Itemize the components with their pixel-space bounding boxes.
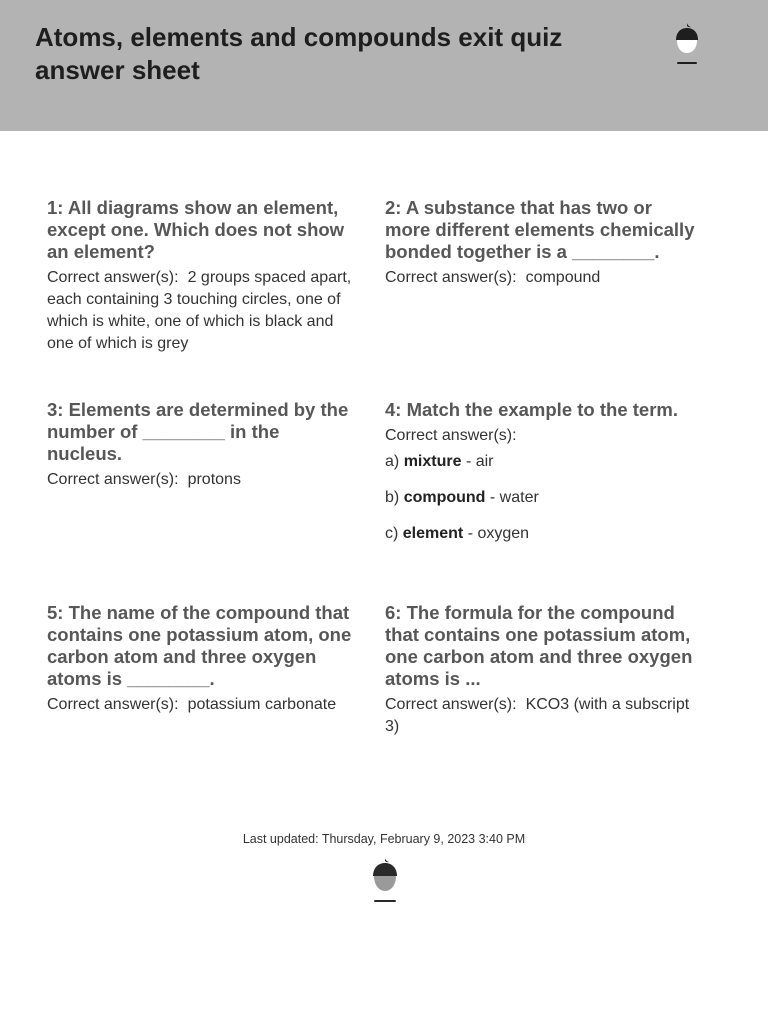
acorn-icon [673, 22, 701, 66]
match-example: - water [489, 489, 539, 506]
match-prefix: a) [385, 453, 400, 470]
answer-label: Correct answer(s): [47, 696, 179, 713]
answer-label: Correct answer(s): [385, 427, 517, 444]
last-updated-text: Last updated: Thursday, February 9, 2023 3:40 PM [242, 832, 526, 846]
answer-text: KCO3 (with a subscript 3) [385, 696, 690, 735]
answer-text: compound [525, 269, 601, 286]
match-item [385, 487, 695, 509]
question-answer [385, 694, 695, 738]
match-example: - air [465, 453, 494, 470]
page-title: Atoms, elements and compounds exit quiz answer sheet [35, 22, 563, 85]
acorn-icon [371, 857, 399, 903]
question-answer [47, 469, 357, 491]
answer-text: 2 groups spaced apart, each containing 3 touching circles, one of which is white, one of which is black and one of which is grey [47, 269, 352, 352]
question-title: 4: Match the example to the term. [385, 399, 678, 420]
match-example: - oxygen [467, 525, 530, 542]
question-answer [385, 425, 695, 447]
answer-text: potassium carbonate [187, 696, 337, 713]
question-4 [385, 399, 695, 545]
question-2 [385, 197, 695, 289]
match-term: compound [403, 489, 486, 506]
question-3 [47, 399, 357, 491]
header-banner [0, 0, 768, 131]
match-term: mixture [403, 453, 462, 470]
match-prefix: b) [385, 489, 400, 506]
question-title: 3: Elements are determined by the number of ________ in the nucleus. [47, 399, 349, 464]
question-5 [47, 602, 357, 716]
match-term: element [402, 525, 464, 542]
answer-text: protons [187, 471, 241, 488]
match-list [385, 451, 695, 545]
answer-label: Correct answer(s): [47, 471, 179, 488]
question-6 [385, 602, 695, 738]
question-answer [47, 694, 357, 716]
match-item [385, 451, 695, 473]
question-1 [47, 197, 357, 355]
question-answer [47, 267, 357, 355]
question-title: 5: The name of the compound that contains one potassium atom, one carbon atom and three oxygen atoms is ________. [47, 602, 352, 689]
answer-label: Correct answer(s): [47, 269, 179, 286]
question-title: 1: All diagrams show an element, except one. Which does not show an element? [47, 197, 345, 262]
answer-label: Correct answer(s): [385, 269, 517, 286]
match-item [385, 523, 695, 545]
question-answer [385, 267, 695, 289]
question-title: 6: The formula for the compound that contains one potassium atom, one carbon atom and three oxygen atoms is ... [385, 602, 693, 689]
question-title: 2: A substance that has two or more different elements chemically bonded together is a ________. [385, 197, 695, 262]
match-prefix: c) [385, 525, 399, 542]
answer-label: Correct answer(s): [385, 696, 517, 713]
